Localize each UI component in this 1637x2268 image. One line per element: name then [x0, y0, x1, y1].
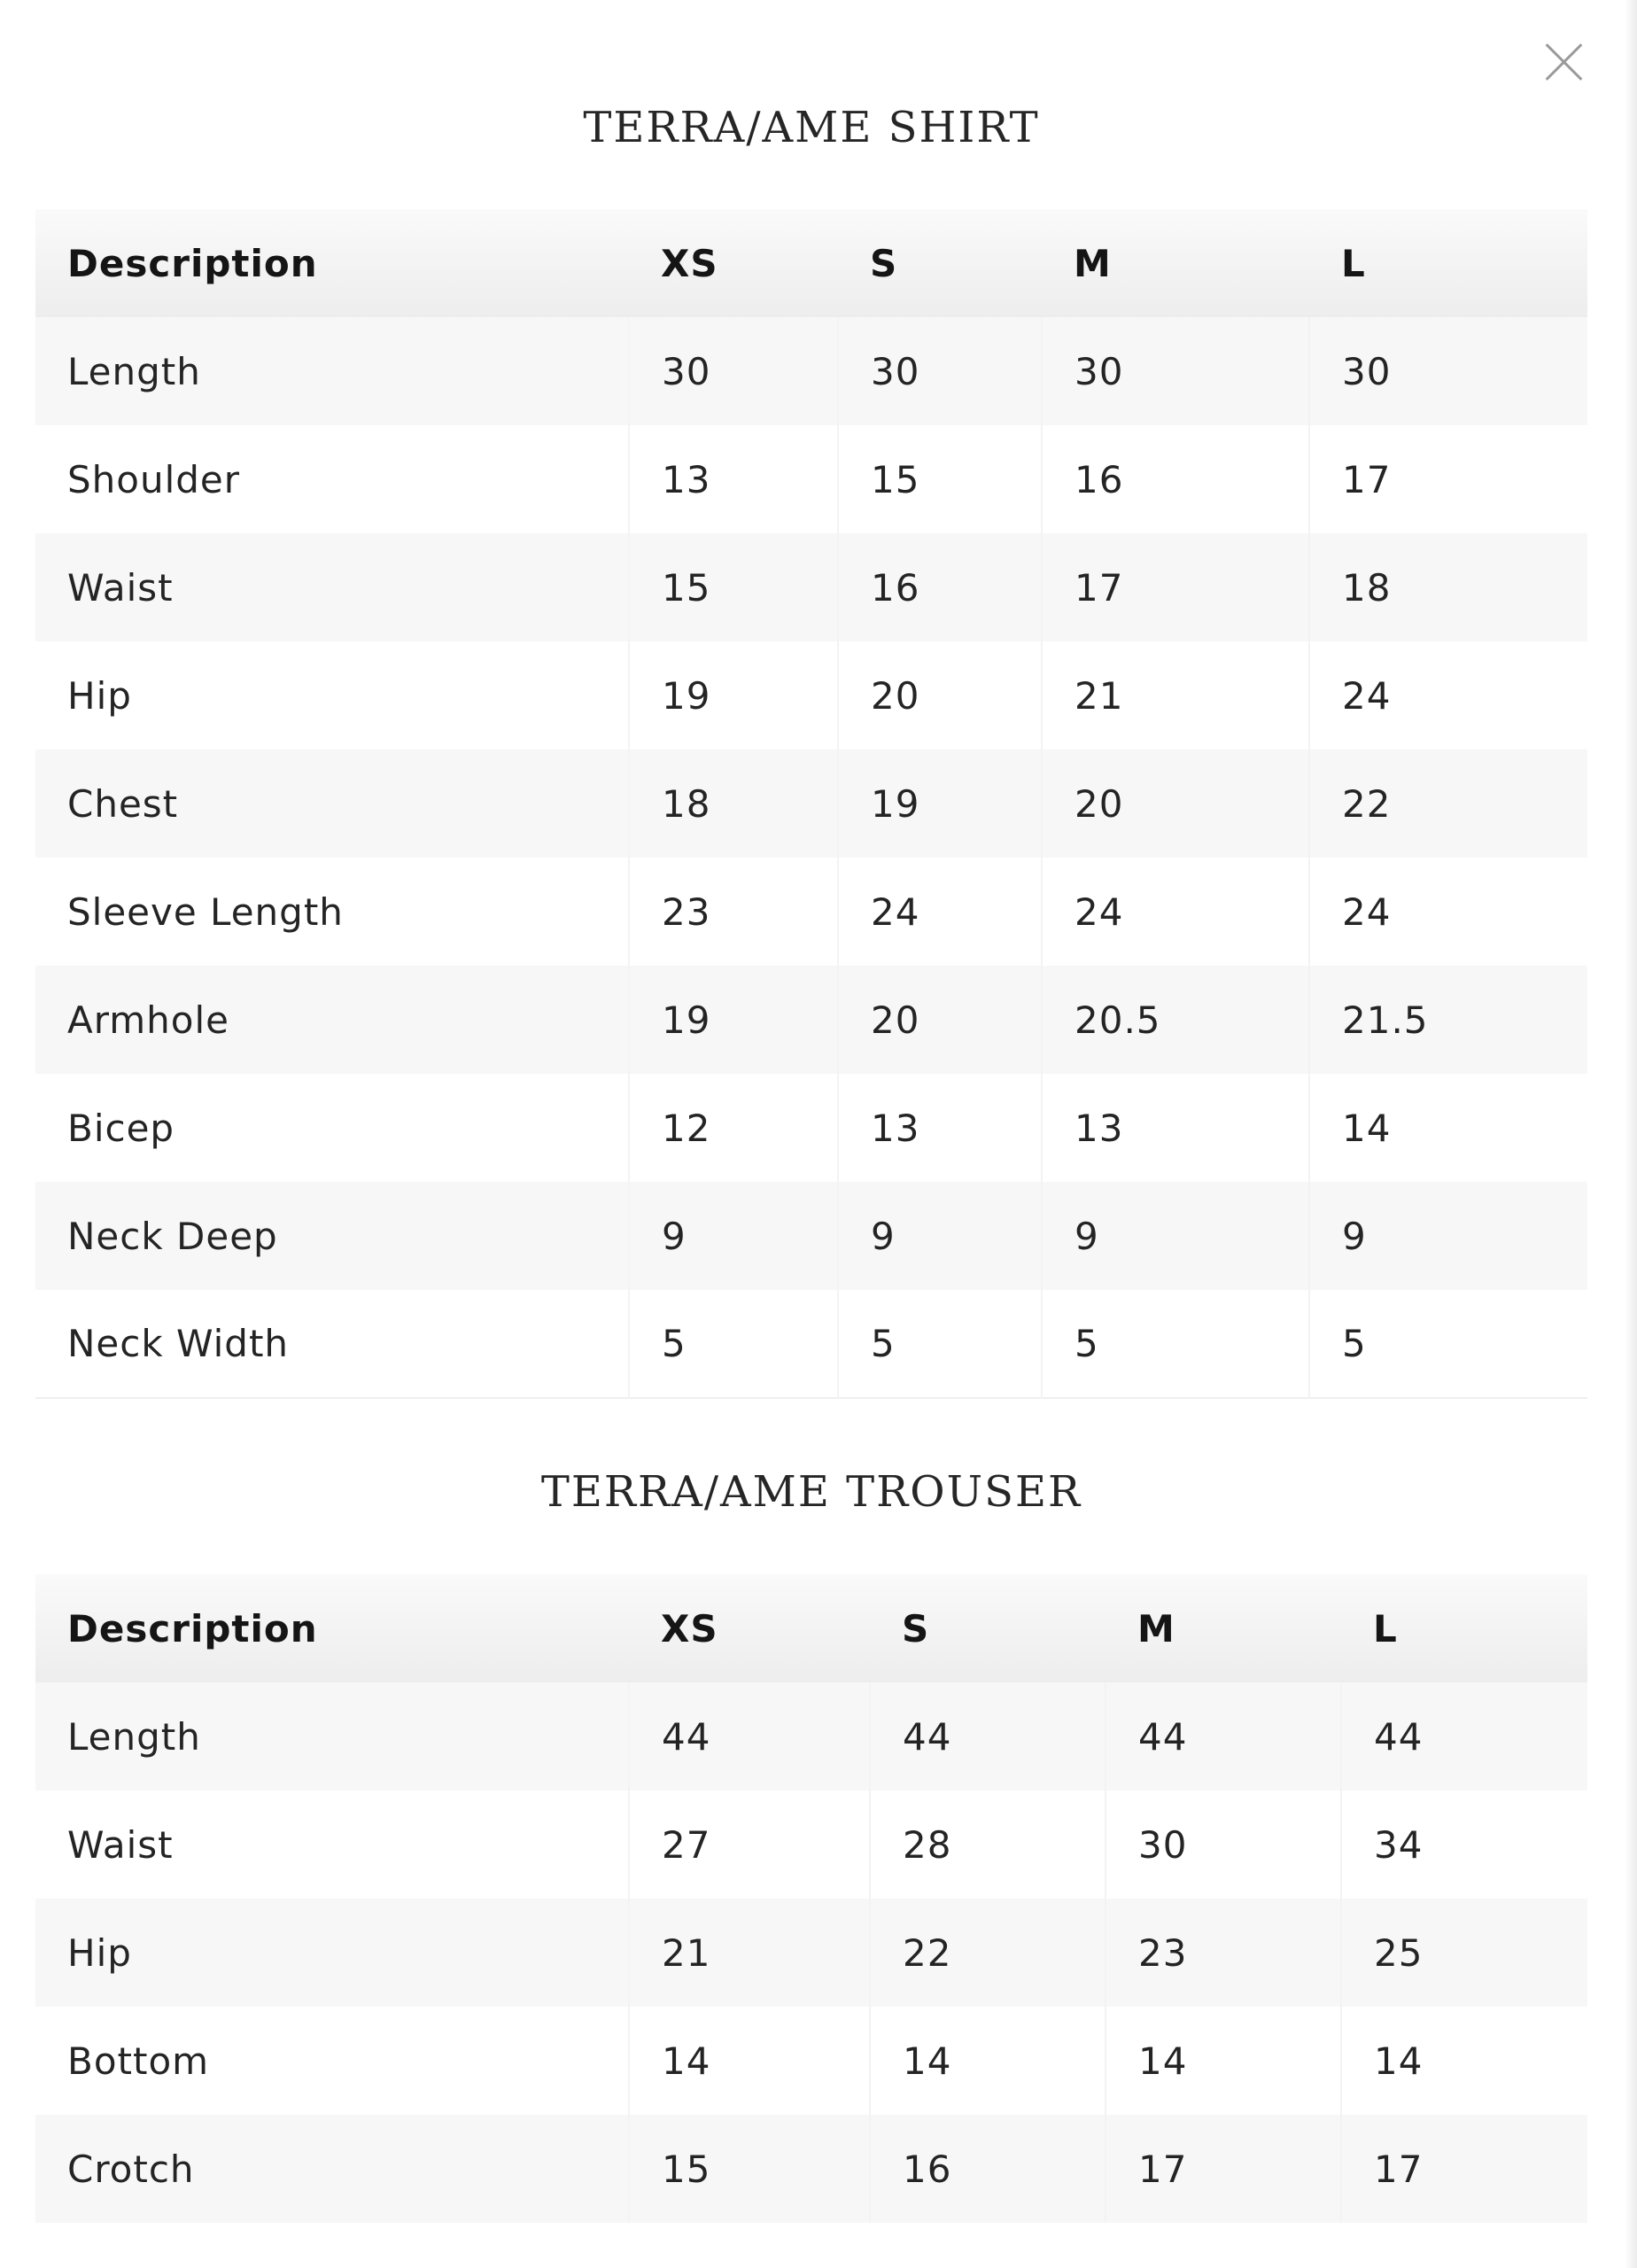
- measurement-value: 13: [629, 425, 838, 533]
- column-header-description: Description: [67, 241, 318, 285]
- measurement-value: 21: [629, 1899, 870, 2007]
- measurement-value: 30: [1042, 317, 1309, 425]
- measurement-value: 24: [838, 858, 1042, 966]
- column-header-size: L: [1373, 1606, 1398, 1651]
- table-row: [35, 1682, 1587, 1790]
- measurement-value: 30: [629, 317, 838, 425]
- measurement-value: 24: [1309, 641, 1587, 750]
- table-row: [35, 533, 1587, 641]
- measurement-value: 30: [1309, 317, 1587, 425]
- measurement-label: Armhole: [67, 998, 229, 1042]
- measurement-value: 20: [838, 641, 1042, 750]
- measurement-value: 19: [629, 966, 838, 1074]
- measurement-label: Neck Width: [67, 1322, 290, 1365]
- measurement-label: Length: [67, 1714, 201, 1759]
- measurement-value: 5: [629, 1290, 838, 1398]
- measurement-value: 23: [629, 858, 838, 966]
- table-header-row: [35, 1574, 1587, 1682]
- column-header-size: XS: [661, 241, 718, 285]
- measurement-value: 44: [1106, 1682, 1341, 1790]
- measurement-value: 44: [1341, 1682, 1587, 1790]
- table-row: [35, 1290, 1587, 1398]
- measurement-value: 9: [1042, 1182, 1309, 1290]
- measurement-value: 17: [1309, 425, 1587, 533]
- measurement-value: 21: [1042, 641, 1309, 750]
- table-row: [35, 2007, 1587, 2115]
- column-header-size: L: [1341, 241, 1366, 285]
- measurement-value: 19: [838, 750, 1042, 858]
- measurement-value: 14: [1106, 2007, 1341, 2115]
- measurement-value: 17: [1106, 2115, 1341, 2223]
- measurement-label: Chest: [67, 781, 179, 826]
- table-header-row: [35, 209, 1587, 317]
- column-header-size: M: [1074, 241, 1112, 285]
- measurement-value: 19: [629, 641, 838, 750]
- measurement-value: 16: [838, 533, 1042, 641]
- table-row: [35, 1790, 1587, 1899]
- table-row: [35, 858, 1587, 966]
- column-header-size: S: [902, 1606, 930, 1651]
- table-row: [35, 750, 1587, 858]
- measurement-value: 17: [1042, 533, 1309, 641]
- table-row: [35, 1074, 1587, 1182]
- column-header-size: XS: [661, 1606, 718, 1651]
- measurement-value: 14: [1309, 1074, 1587, 1182]
- column-header-description: Description: [67, 1606, 318, 1651]
- measurement-label: Crotch: [67, 2147, 195, 2191]
- measurement-value: 22: [1309, 750, 1587, 858]
- measurement-value: 44: [870, 1682, 1106, 1790]
- measurement-value: 14: [870, 2007, 1106, 2115]
- measurement-value: 5: [1042, 1290, 1309, 1398]
- measurement-label: Waist: [67, 1822, 174, 1867]
- measurement-value: 44: [629, 1682, 870, 1790]
- measurement-value: 15: [629, 2115, 870, 2223]
- measurement-value: 18: [629, 750, 838, 858]
- measurement-value: 13: [1042, 1074, 1309, 1182]
- measurement-value: 28: [870, 1790, 1106, 1899]
- measurement-value: 21.5: [1309, 966, 1587, 1074]
- table-row: [35, 2115, 1587, 2223]
- measurement-value: 9: [838, 1182, 1042, 1290]
- measurement-label: Length: [67, 349, 201, 393]
- measurement-value: 17: [1341, 2115, 1587, 2223]
- measurement-value: 14: [1341, 2007, 1587, 2115]
- measurement-value: 22: [870, 1899, 1106, 2007]
- measurement-label: Hip: [67, 673, 132, 718]
- measurement-label: Shoulder: [67, 457, 241, 501]
- measurement-value: 15: [838, 425, 1042, 533]
- measurement-value: 20: [838, 966, 1042, 1074]
- measurement-value: 13: [838, 1074, 1042, 1182]
- measurement-value: 9: [1309, 1182, 1587, 1290]
- table-row: [35, 317, 1587, 425]
- table-row: [35, 641, 1587, 750]
- measurement-value: 16: [870, 2115, 1106, 2223]
- table-row: [35, 1182, 1587, 1290]
- measurement-value: 24: [1042, 858, 1309, 966]
- measurement-value: 20.5: [1042, 966, 1309, 1074]
- measurement-value: 5: [838, 1290, 1042, 1398]
- shirt-size-table: [35, 209, 1587, 1399]
- measurement-value: 24: [1309, 858, 1587, 966]
- measurement-value: 30: [838, 317, 1042, 425]
- measurement-value: 15: [629, 533, 838, 641]
- measurement-label: Neck Deep: [67, 1214, 278, 1258]
- measurement-value: 30: [1106, 1790, 1341, 1899]
- measurement-value: 5: [1309, 1290, 1587, 1398]
- measurement-value: 27: [629, 1790, 870, 1899]
- trouser-size-table: [35, 1574, 1587, 2223]
- measurement-value: 34: [1341, 1790, 1587, 1899]
- measurement-label: Hip: [67, 1930, 132, 1975]
- measurement-label: Sleeve Length: [67, 889, 344, 934]
- modal-edge-shadow: [1625, 0, 1637, 2268]
- column-header-size: S: [870, 241, 898, 285]
- measurement-value: 12: [629, 1074, 838, 1182]
- measurement-value: 14: [629, 2007, 870, 2115]
- measurement-value: 9: [629, 1182, 838, 1290]
- measurement-value: 25: [1341, 1899, 1587, 2007]
- measurement-label: Bicep: [67, 1106, 175, 1150]
- table-row: [35, 1899, 1587, 2007]
- table-row: [35, 966, 1587, 1074]
- measurement-value: 16: [1042, 425, 1309, 533]
- measurement-value: 23: [1106, 1899, 1341, 2007]
- column-header-size: M: [1137, 1606, 1175, 1651]
- shirt-table-title: TERRA/AME SHIRT: [583, 103, 1040, 152]
- measurement-value: 20: [1042, 750, 1309, 858]
- measurement-label: Bottom: [67, 2039, 210, 2083]
- measurement-value: 18: [1309, 533, 1587, 641]
- measurement-label: Waist: [67, 565, 174, 610]
- trouser-table-title: TERRA/AME TROUSER: [540, 1467, 1082, 1517]
- close-icon[interactable]: [1543, 41, 1586, 83]
- table-row: [35, 425, 1587, 533]
